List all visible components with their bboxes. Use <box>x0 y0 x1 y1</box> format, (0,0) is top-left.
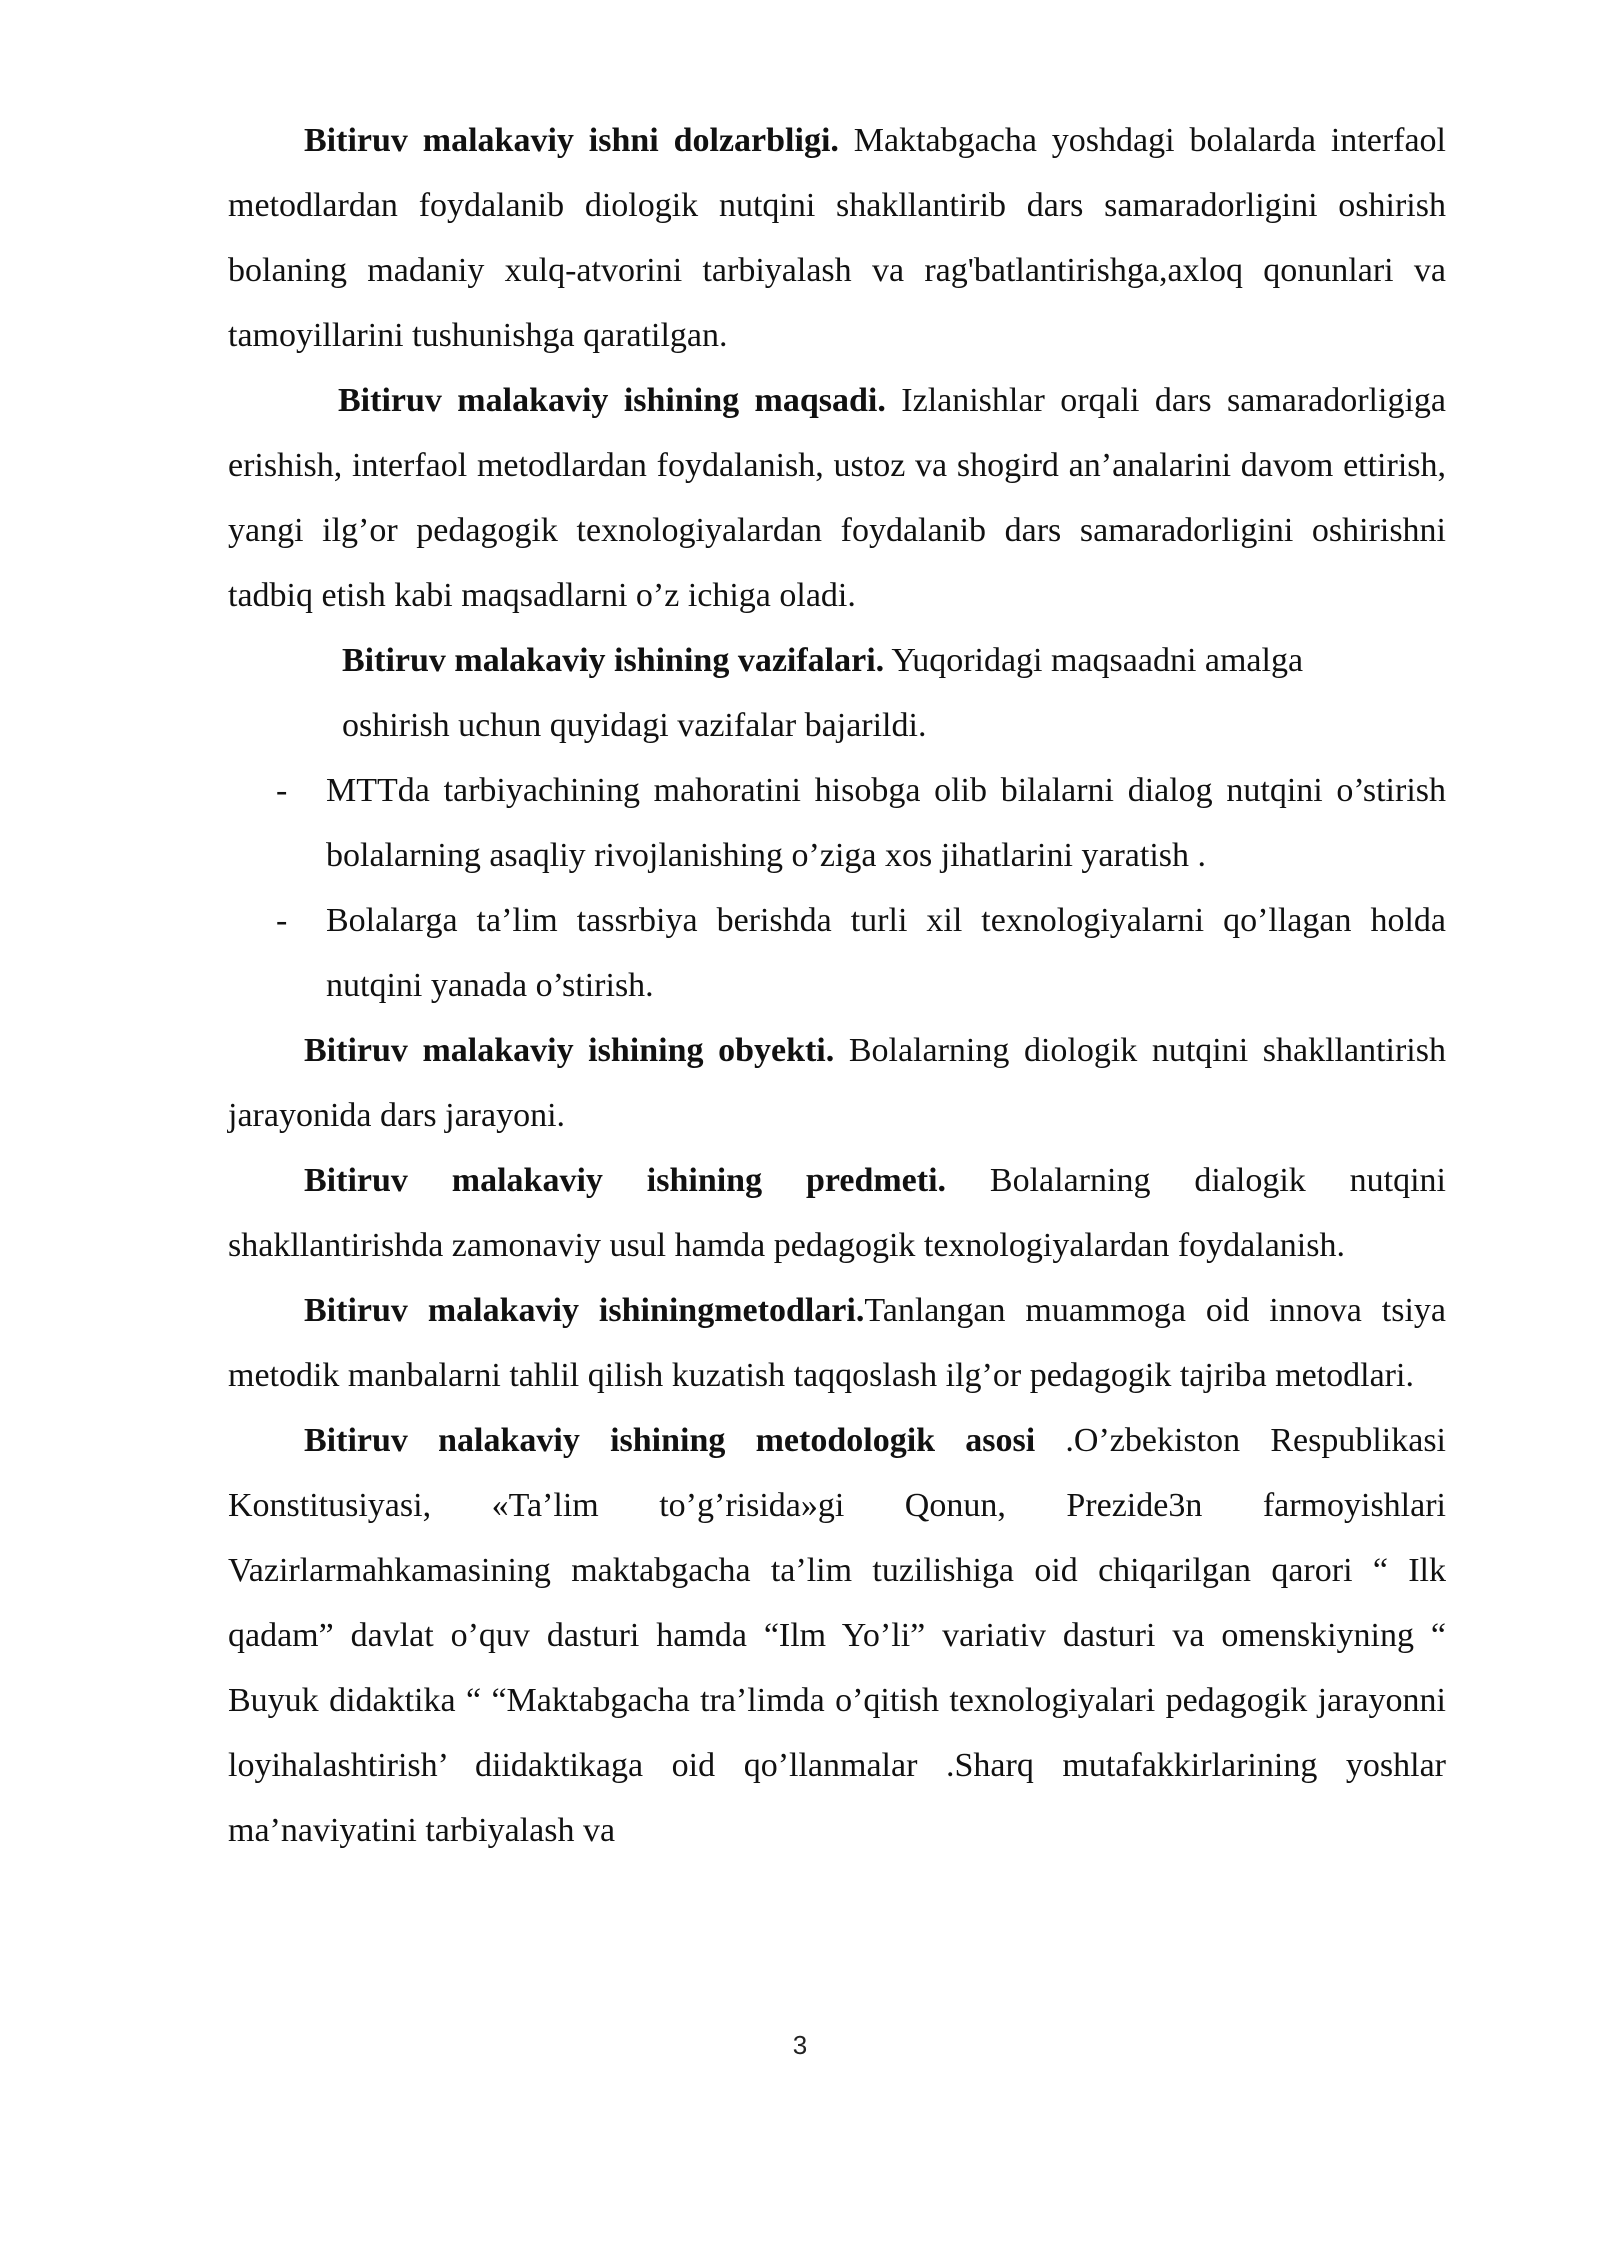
heading-metodologik: Bitiruv nalakaviy ishining metodologik asosi <box>304 1422 1036 1459</box>
heading-dolzarbligi: Bitiruv malakaviy ishni dolzarbligi. <box>304 122 839 159</box>
paragraph-maqsadi <box>228 368 1446 628</box>
heading-predmeti: Bitiruv malakaviy ishining predmeti. <box>304 1162 947 1199</box>
paragraph-metodologik <box>228 1408 1446 1863</box>
page-body <box>228 108 1446 1863</box>
heading-obyekti: Bitiruv malakaviy ishining obyekti. <box>304 1032 835 1069</box>
paragraph-predmeti <box>228 1148 1446 1278</box>
page-number: 3 <box>792 2030 808 2060</box>
text-predmeti: Bolalarning dialogik nutqini shakllantirishda zamonaviy usul hamda pedagogik texnologiyalardan foydalanish. <box>228 1162 1446 1264</box>
heading-metodlari: Bitiruv malakaviy ishiningmetodlari. <box>304 1292 865 1329</box>
bullet-text: MTTda tarbiyachining mahoratini hisobga olib bilalarni dialog nutqini o’stirish bolalarning asaqliy rivojlanishing o’ziga xos jihatlarini yaratish . <box>326 772 1446 874</box>
paragraph-metodlari <box>228 1278 1446 1408</box>
bullet-item <box>228 758 1446 888</box>
paragraph-dolzarbligi <box>228 108 1446 368</box>
bullet-dash: - <box>276 902 288 939</box>
bullet-item <box>228 888 1446 1018</box>
heading-vazifalari: Bitiruv malakaviy ishining vazifalari. <box>342 642 885 679</box>
bullet-text: Bolalarga ta’lim tassrbiya berishda turli xil texnologiyalarni qo’llagan holda nutqini yanada o’stirish. <box>326 902 1446 1004</box>
text-dolzarbligi: Maktabgacha yoshdagi bolalarda interfaol metodlardan foydalanib diologik nutqini shakllantirib dars samaradorligini oshirish bolaning madaniy xulq-atvorini tarbiyalash va rag'batlantirishga,axloq qonunlari va tamoyillarini tushunishga qaratilgan. <box>228 122 1446 354</box>
paragraph-vazifalari <box>342 628 1412 758</box>
text-metodlari: Tanlangan muammoga oid innova tsiya metodik manbalarni tahlil qilish kuzatish taqqoslash ilg’or pedagogik tajriba metodlari. <box>228 1292 1446 1394</box>
heading-maqsadi: Bitiruv malakaviy ishining maqsadi. <box>338 382 886 419</box>
text-maqsadi: Izlanishlar orqali dars samaradorligiga erishish, interfaol metodlardan foydalanish, ustoz va shogird an’analarini davom ettirish, yangi ilg’or pedagogik texnologiyalardan foydalanib dars samaradorligini oshirishni tadbiq etish kabi maqsadlarni o’z ichiga oladi. <box>228 382 1446 614</box>
text-obyekti: Bolalarning diologik nutqini shakllantirish jarayonida dars jarayoni. <box>228 1032 1446 1134</box>
text-metodologik: .O’zbekiston Respublikasi Konstitusiyasi, «Ta’lim to’g’risida»gi Qonun, Prezide3n farmoyishlari Vazirlarmahkamasining maktabgacha ta’lim tuzilishiga oid chiqarilgan qarori “ Ilk qadam” davlat o’quv dasturi hamda “Ilm Yo’li” variativ dasturi va omenskiyning “ Buyuk didaktika “ “Maktabgacha tra’limda o’qitish texnologiyalari pedagogik jarayonni loyihalashtirish’ diidaktikaga oid qo’llanmalar .Sharq mutafakkirlarining yoshlar ma’naviyatini tarbiyalash va <box>228 1422 1446 1849</box>
paragraph-obyekti <box>228 1018 1446 1148</box>
text-vazifalari: Yuqoridagi maqsaadni amalga oshirish uchun quyidagi vazifalar bajarildi. <box>342 642 1304 744</box>
bullet-dash: - <box>276 772 288 809</box>
